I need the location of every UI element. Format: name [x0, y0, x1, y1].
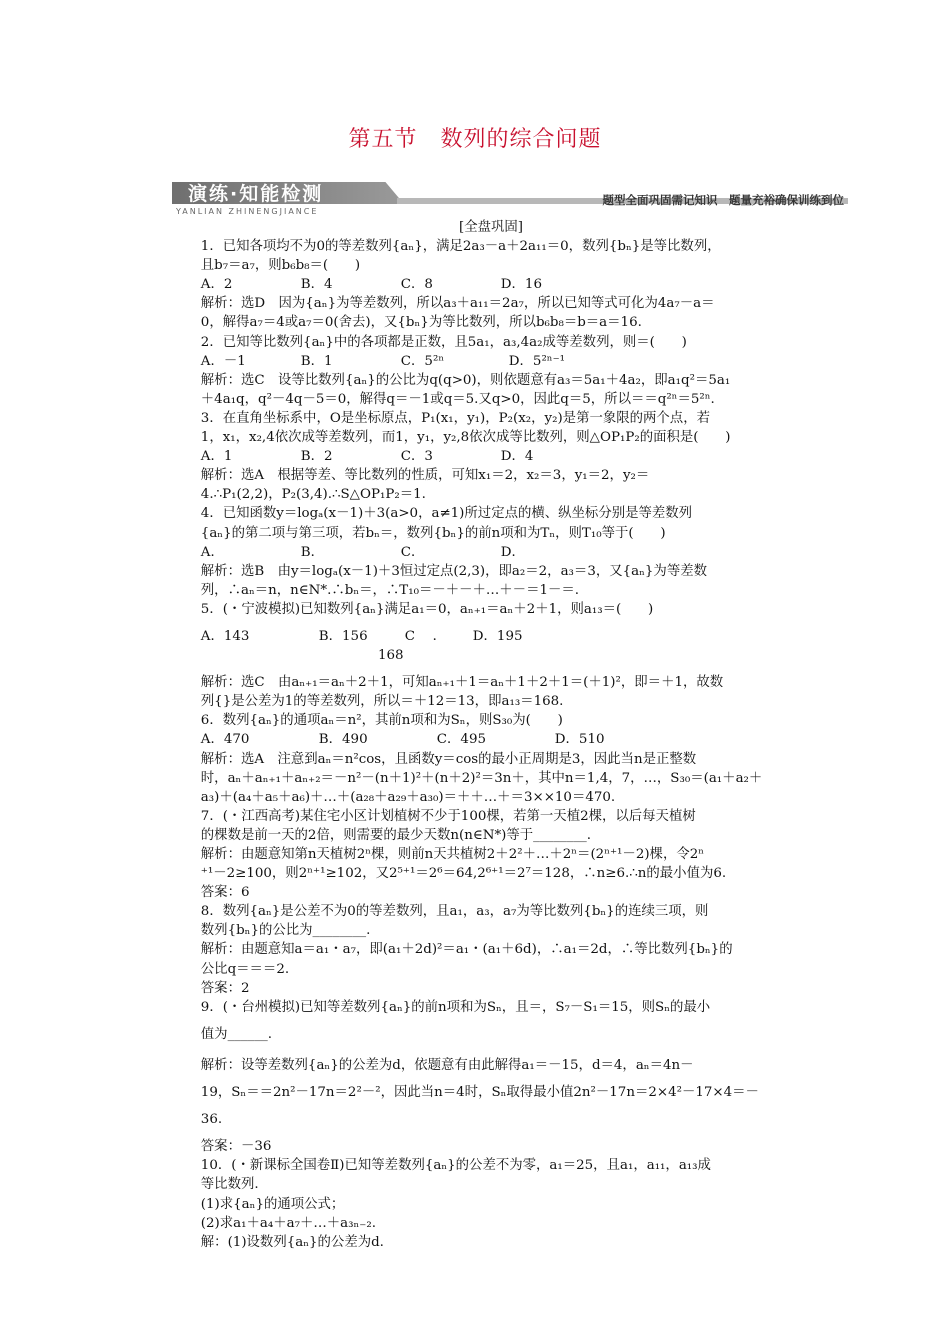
text-line: 6．数列{aₙ}的通项aₙ＝n²，其前n项和为Sₙ，则S₃₀为( ) [200, 713, 563, 729]
option: D．5²ⁿ⁻¹ [508, 353, 566, 369]
options-row [174, 352, 808, 371]
text-line: 1．已知各项均不为0的等差数列{aₙ}，满足2a₃－a＋2a₁₁＝0，数列{bₙ}是等比数列， [200, 239, 721, 255]
text-line: 解析：选C 设等比数列{aₙ}的公比为q(q>0)，则依题意有a₃＝5a₁＋4a₂，即a₁q²＝5a₁ [200, 372, 731, 388]
text-line: 解析：选A 根据等差、等比数列的性质，可知x₁＝2，x₂＝3，y₁＝2，y₂＝ [200, 468, 650, 484]
text-line: (2)求a₁＋a₄＋a₇＋…＋a₃ₙ₋₂. [200, 1215, 376, 1231]
text-line: 0，解得a₇＝4或a₇＝0(舍去)，又{bₙ}为等比数列，所以b₆b₈＝b＝a＝16. [200, 315, 642, 331]
text-line: 列，∴aₙ＝n，n∈N*.∴bₙ＝，∴T₁₀＝－＋－＋…＋－＝1－＝. [200, 582, 580, 598]
text-line: 解析：选A 注意到aₙ＝n²cos，且函数y＝cos的最小正周期是3，因此当n是正整数 [200, 751, 697, 767]
text-line: 解析：设等差数列{aₙ}的公差为d，依题意有由此解得a₁＝－15，d＝4，aₙ＝4n－ [200, 1057, 694, 1073]
text-line: 公比q＝＝＝2. [200, 961, 290, 977]
page-title: 第五节 数列的综合问题 [348, 127, 602, 152]
option: B．490 [318, 732, 368, 748]
option: D． [500, 544, 525, 560]
option: B．1 [300, 353, 333, 369]
option: C．3 [400, 449, 433, 465]
text-line: ⁺¹－2≥100，则2ⁿ⁺¹≥102，又2⁵⁺¹＝2⁶＝64,2⁶⁺¹＝2⁷＝128，∴n≥6.∴n的最小值为6. [200, 866, 727, 882]
option: A． [200, 544, 224, 560]
banner-title: 演练·知能检测 [188, 183, 324, 205]
option: C．495 [436, 732, 486, 748]
option: A．143 [200, 628, 250, 644]
option: C．168 [378, 628, 446, 664]
options-row [174, 543, 808, 562]
options-row [174, 627, 808, 665]
text-line: 19，Sₙ＝＝2n²－17n＝2²－²，因此当n＝4时，Sₙ取得最小值2n²－17n＝2×4²－17×4＝－ [200, 1085, 759, 1101]
text-line: a₃)＋(a₄＋a₅＋a₆)＋…＋(a₂₈＋a₂₉＋a₃₀)＝＋＋…＋＝3××10＝470. [200, 789, 616, 805]
text-line: 数列{bₙ}的公比为________. [200, 923, 371, 939]
text-line: 9．(・台州模拟)已知等差数列{aₙ}的前n项和为Sₙ，且＝，S₇－S₁＝15，则Sₙ的最小 [200, 999, 711, 1015]
text-line: 解析：选D 因为{aₙ}为等差数列，所以a₃＋a₁₁＝2a₇，所以已知等式可化为4a₇－a＝ [200, 296, 715, 312]
text-line: 1，x₁，x₂,4依次成等差数列，而1，y₁，y₂,8依次成等比数列，则△OP₁P₂的面积是( ) [200, 430, 731, 446]
text-line: 4.∴P₁(2,2)，P₂(3,4).∴S△OP₁P₂＝1. [200, 487, 426, 503]
answer-line: 答案：6 [200, 885, 250, 901]
option: D．4 [500, 449, 534, 465]
option: D．16 [500, 277, 542, 293]
option: A．1 [200, 449, 233, 465]
text-line: 解析：选C 由aₙ₊₁＝aₙ＋2＋1，可知aₙ₊₁＋1＝aₙ＋1＋2＋1＝(＋1)²，即＝＋1，故数 [200, 675, 724, 691]
answer-line: 答案：－36 [200, 1139, 272, 1155]
text-line: 解析：由题意知第n天植树2ⁿ棵，则前n天共植树2＋2²＋…＋2ⁿ＝(2ⁿ⁺¹－2)棵，令2ⁿ [200, 847, 705, 862]
section-heading: [全盘巩固] [458, 220, 523, 235]
text-line: 的棵数是前一天的2倍，则需要的最少天数n(n∈N*)等于________. [200, 827, 591, 843]
banner-subtitle: YANLIAN ZHINENGJIANCE [176, 207, 319, 216]
option: B．156 [318, 628, 368, 644]
option: C．8 [400, 277, 433, 293]
text-line: 5．(・宁波模拟)已知数列{aₙ}满足a₁＝0，aₙ₊₁＝aₙ＋2＋1，则a₁₃＝( ) [200, 601, 654, 617]
options-row [174, 275, 808, 294]
option: C．5²ⁿ [400, 353, 445, 369]
option: D．510 [554, 732, 605, 748]
text-line: 10．(・新课标全国卷Ⅱ)已知等差数列{aₙ}的公差不为零，a₁＝25，且a₁，a₁₁，a₁₃成 [200, 1158, 711, 1174]
option: C． [400, 544, 425, 560]
document-body [174, 218, 808, 1252]
text-line: 8．数列{aₙ}是公差不为0的等差数列，且a₁，a₃，a₇为等比数列{bₙ}的连续三项，则 [200, 904, 709, 920]
option: A．2 [200, 277, 233, 293]
option: B．4 [300, 277, 333, 293]
text-line: 7．(・江西高考)某住宅小区计划植树不少于100棵，若第一天植2棵，以后每天植树 [200, 808, 696, 824]
text-line: 且b₇＝a₇，则b₆b₈＝( ) [200, 258, 361, 274]
section-banner [172, 180, 848, 216]
text-line: 等比数列. [200, 1177, 259, 1193]
banner-slogan: 题型全面巩固需记知识 题量充裕确保训练到位 [602, 193, 844, 207]
option: B． [300, 544, 325, 560]
option: D．195 [472, 628, 523, 644]
text-line: 36. [200, 1112, 223, 1128]
text-line: 时，aₙ＋aₙ₊₁＋aₙ₊₂＝－n²－(n＋1)²＋(n＋2)²＝3n＋，其中n＝1,4，7，…，S₃₀＝(a₁＋a₂＋ [200, 770, 763, 786]
text-line: 2．已知等比数列{aₙ}中的各项都是正数，且5a₁，a₃,4a₂成等差数列，则＝( ) [200, 334, 687, 350]
option: A．470 [200, 732, 250, 748]
option: B．2 [300, 449, 333, 465]
text-line: {aₙ}的第二项与第三项，若bₙ＝，数列{bₙ}的前n项和为Tₙ，则T₁₀等于( ) [200, 525, 666, 541]
options-row [174, 447, 808, 466]
options-row [174, 730, 808, 749]
answer-line: 答案：2 [200, 980, 250, 996]
text-line: 解析：选B 由y＝logₐ(x－1)＋3恒过定点(2,3)，即a₂＝2，a₃＝3，又{aₙ}为等差数 [200, 563, 707, 579]
text-line: 解：(1)设数列{aₙ}的公差为d. [200, 1234, 384, 1250]
text-line: 解析：由题意知a＝a₁・a₇，即(a₁＋2d)²＝a₁・(a₁＋6d)，∴a₁＝2d，∴等比数列{bₙ}的 [200, 942, 733, 958]
text-line: (1)求{aₙ}的通项公式； [200, 1196, 345, 1212]
text-line: 3．在直角坐标系中，O是坐标原点，P₁(x₁，y₁)，P₂(x₂，y₂)是第一象限的两个点，若 [200, 410, 710, 426]
option: A．－1 [200, 353, 246, 369]
text-line: 列{}是公差为1的等差数列，所以＝＋12＝13，即a₁₃＝168. [200, 694, 564, 710]
text-line: 4．已知函数y＝logₐ(x－1)＋3(a>0，a≠1)所过定点的横、纵坐标分别是等差数列 [200, 506, 693, 522]
text-line: ＋4a₁q，q²－4q－5＝0，解得q＝－1或q＝5.又q>0，因此q＝5，所以＝＝q²ⁿ＝5²ⁿ. [200, 391, 715, 407]
text-line: 值为______. [200, 1026, 273, 1042]
